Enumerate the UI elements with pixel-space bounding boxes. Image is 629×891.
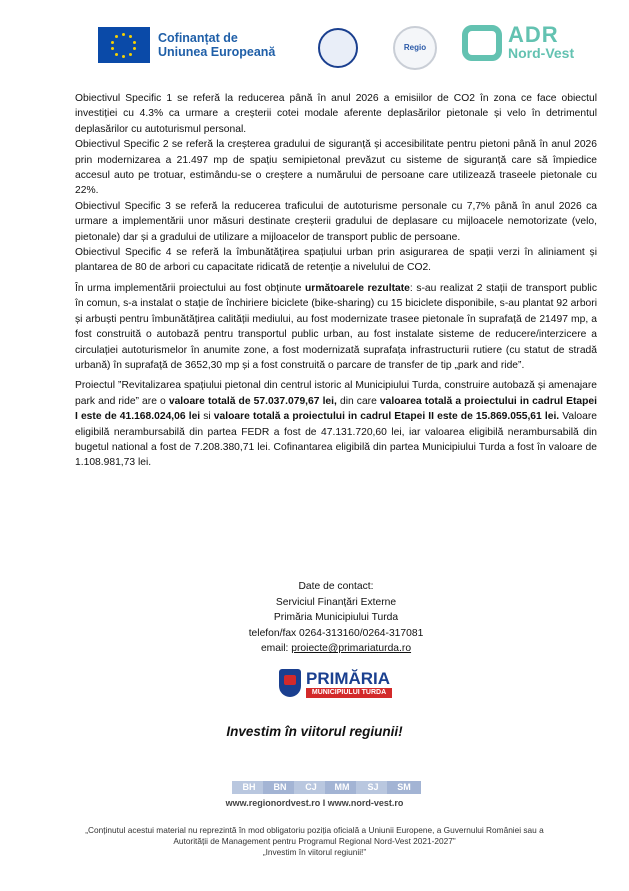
county-badge: BN <box>263 781 297 794</box>
eu-cofinancing-logo <box>98 27 275 63</box>
primaria-turda-logo <box>279 669 392 701</box>
objective-3: Obiectivul Specific 3 se referă la reducerea traficului de autoturisme personale cu 7,7% până în anul 2026 ca urmare a implementării unor măsuri destinate creșterii gradului de deplasare cu mijloacele nemotorizate (velo, pietonale) dar și a gradului de utilizare a mijloacelor de transport public de persoane. <box>75 200 597 243</box>
contact-phone: telefon/fax 0264-313160/0264-317081 <box>248 627 424 639</box>
eu-text-line1: Cofinanțat de <box>158 31 238 45</box>
adr-nord-vest-logo <box>462 24 574 61</box>
objective-4: Obiectivul Specific 4 se referă la îmbunătățirea spațiului urban prin asigurarea de spații verzi în aliniament și plantarea de 80 de arbori cu capacitate ridicată de retenție a nivelului de CO2. <box>75 247 597 274</box>
document-body <box>75 91 597 471</box>
county-badge: SJ <box>356 781 390 794</box>
adr-name: ADR <box>508 22 559 47</box>
county-badge: CJ <box>294 781 328 794</box>
eu-text-line2: Uniunea Europeană <box>158 45 276 59</box>
contact-email-line: email: proiecte@primariaturda.ro <box>260 643 412 655</box>
slogan: Investim în viitorul regiunii! <box>226 724 403 739</box>
contact-heading: Date de contact: <box>298 581 374 592</box>
coat-of-arms-icon <box>279 669 301 697</box>
email-link[interactable]: proiecte@primariaturda.ro <box>291 643 412 655</box>
adr-mark-icon <box>462 25 502 61</box>
contact-block <box>75 579 597 657</box>
websites[interactable]: www.regionordvest.ro I www.nord-vest.ro <box>225 798 404 808</box>
disclaimer: „Conținutul acestui material nu reprezintă în mod obligatoriu poziția oficială a Uniunii Europene, a Guvernului României sau a Autorității de Management pentru Programul Regional Nord-Vest 2021-2027” „Investim în viitorul regiunii!” <box>85 825 544 857</box>
county-badge: SM <box>387 781 421 794</box>
objective-2: Obiectivul Specific 2 se referă la creșterea gradului de siguranță și accesibilitate pentru pietoni până în anul 2026 prin modernizarea a 21.497 mp de spațiu semipietonal prevăzut cu sisteme de siguranță care să împiedice accesul auto pe trotuar, estimându-se o creștere a numărului de persoane care utilizează traseele pietonale cu 22%. <box>75 139 597 197</box>
adr-region: Nord-Vest <box>508 45 575 61</box>
eu-flag-icon <box>98 27 150 63</box>
objective-1: Obiectivul Specific 1 se referă la reducerea până în anul 2026 a emisiilor de CO2 în zona ce face obiectul investiției cu 4.3% ca urmare a creșterii cotei modale aferente deplasărilor pietonale și velo în detrimentul deplasărilor cu autoturismul personal. <box>75 93 597 135</box>
project-value-paragraph: Proiectul ”Revitalizarea spațiului pietonal din centrul istoric al Municipiului Turda, construire autobază și amenajare park and ride” are o valoare totală de 57.037.079,67 lei, din care valoarea totală a proiectului in cadrul Etapei I este de 41.168.024,06 lei si valoare totală a proiectului in cadrul Etapei II este de 15.869.055,61 lei. Valoare eligibilă nerambursabilă din partea FEDR a fost de 47.131.720,60 lei, iar valoarea eligibilă nerambursabilă din bugetul national a fost de 7.208.380,71 lei. Cofinantarea eligibilă din partea Municipiului Turda a fost în valoare de 1.108.981,73 lei. <box>75 380 597 469</box>
logo-header <box>0 0 629 80</box>
county-badge: BH <box>232 781 266 794</box>
regio-logo: Regio <box>393 26 437 70</box>
logo-subtitle: MUNICIPIULUI TURDA <box>306 688 392 698</box>
county-strip <box>232 781 418 794</box>
logo-title: PRIMĂRIA <box>306 669 391 688</box>
results-paragraph: În urma implementării proiectului au fost obținute următoarele rezultate: s-au realizat 2 stații de transport public în comun, s-a instalat o stație de închiriere biciclete (bike-sharing) cu 15 biciclete disponibile, s-au plantat 92 arbori și arbuști pentru îmbunătățirea calității mediului, au fost modernizate trasee pietonale în suprafață de 21497 mp, a fost construită o autobază pentru transportul public urban, au fost instalate sisteme de reducere/interzicere a circulației autoturismelor în anumite zone, a fost modernizată suprafața infrastructurii rutiere (cu statut de stradă urbană) în suprafață de 3652,30 mp și a fost construită o parcare de transfer de tip „park and ride”. <box>75 282 597 371</box>
romanian-government-seal-icon <box>318 28 358 68</box>
county-badge: MM <box>325 781 359 794</box>
contact-department: Serviciul Finanțări Externe <box>275 596 397 608</box>
contact-institution: Primăria Municipiului Turda <box>273 612 399 624</box>
